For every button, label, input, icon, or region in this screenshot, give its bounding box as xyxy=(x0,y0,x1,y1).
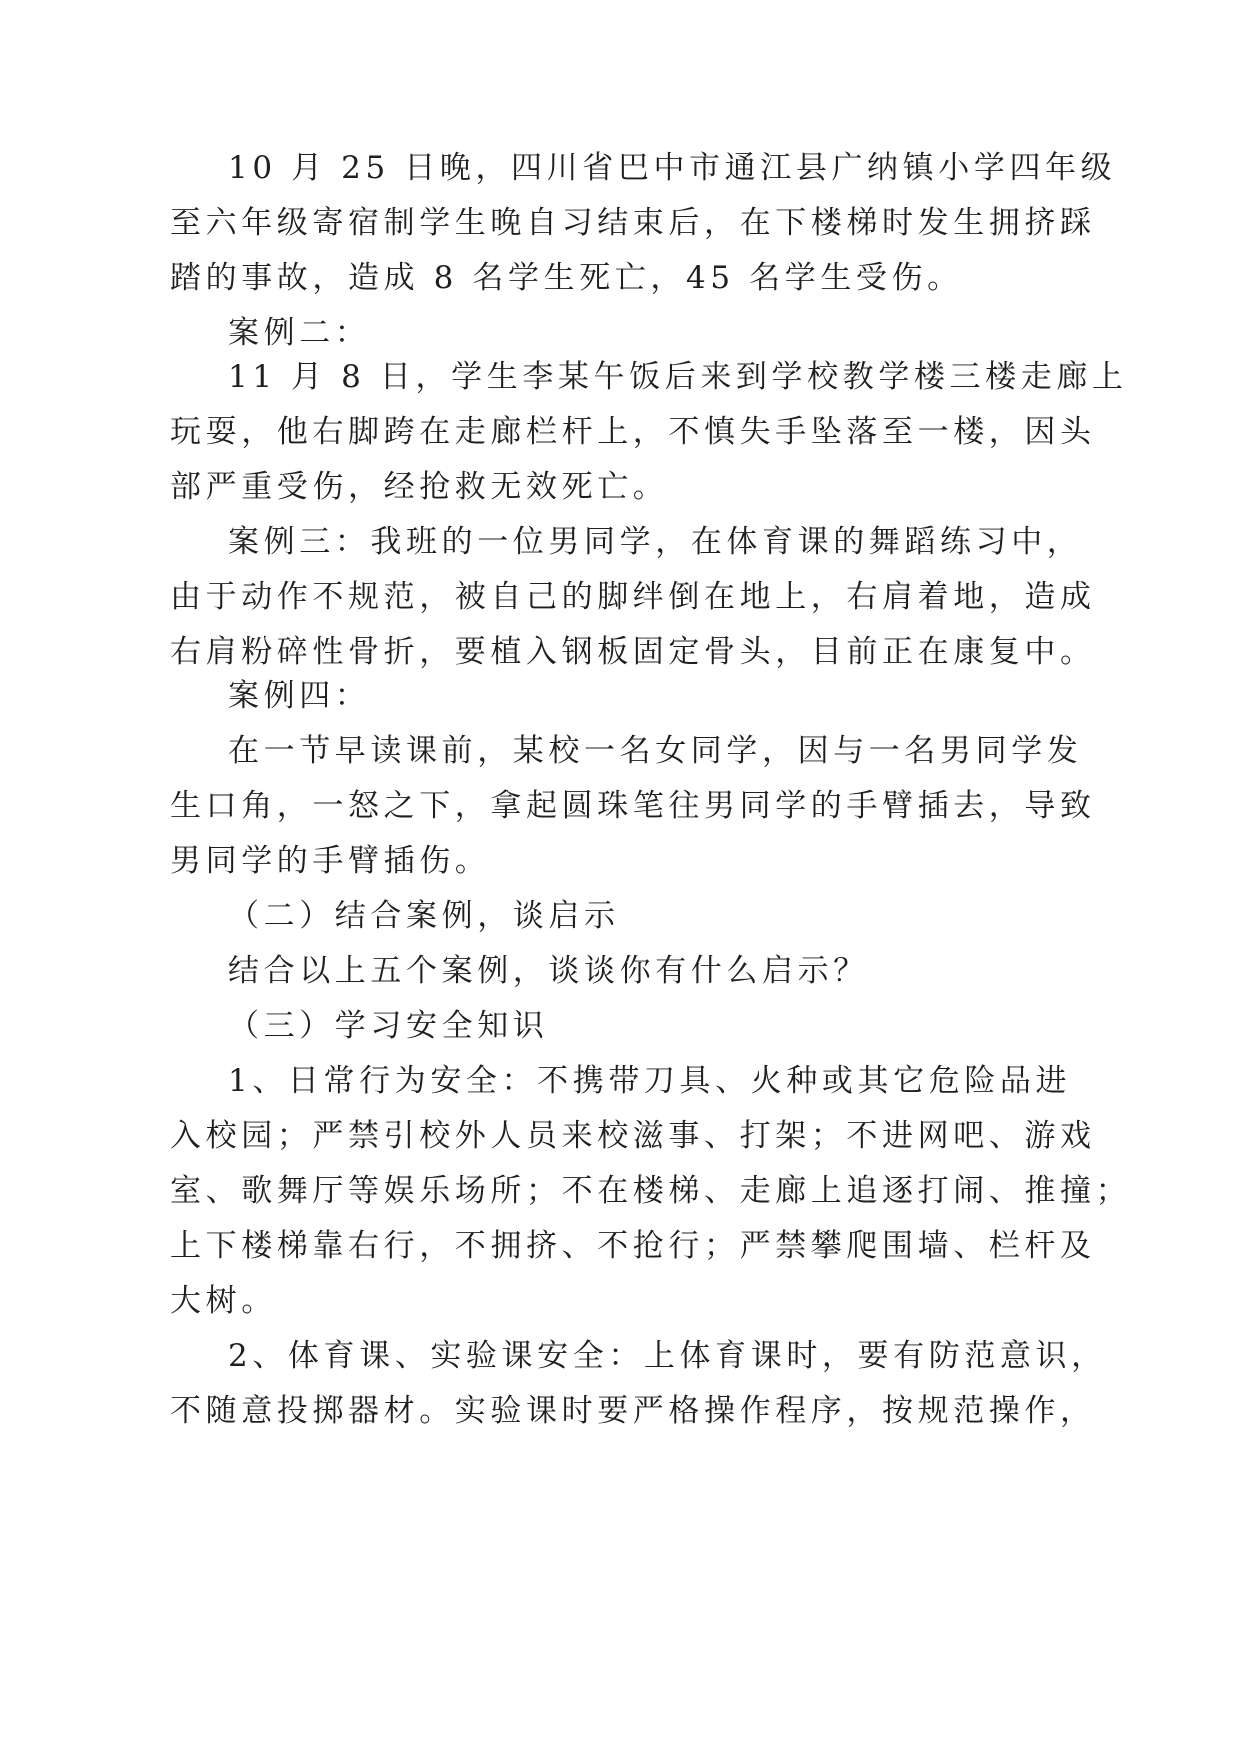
text-line: 1、日常行为安全：不携带刀具、火种或其它危险品进 xyxy=(228,1063,1072,1099)
text-line: 生口角，一怒之下，拿起圆珠笔往男同学的手臂插去，导致 xyxy=(170,788,1096,824)
text-line: 大树。 xyxy=(170,1283,277,1319)
text-line: 由于动作不规范，被自己的脚绊倒在地上，右肩着地，造成 xyxy=(170,579,1096,615)
text-line: 在一节早读课前，某校一名女同学，因与一名男同学发 xyxy=(228,733,1083,769)
text-line: 10 月 25 日晚，四川省巴中市通江县广纳镇小学四年级 xyxy=(228,150,1117,186)
text-line: 不随意投掷器材。实验课时要严格操作程序，按规范操作， xyxy=(170,1393,1096,1429)
text-line: 11 月 8 日，学生李某午饭后来到学校教学楼三楼走廊上 xyxy=(228,359,1128,395)
text-line: 案例二： xyxy=(228,315,371,351)
text-line: 案例四： xyxy=(228,678,371,714)
text-line: 结合以上五个案例，谈谈你有什么启示？ xyxy=(228,953,869,989)
text-line: 2、体育课、实验课安全：上体育课时，要有防范意识， xyxy=(228,1338,1107,1374)
text-line: 至六年级寄宿制学生晚自习结束后，在下楼梯时发生拥挤踩 xyxy=(170,205,1096,241)
text-line: 室、歌舞厅等娱乐场所；不在楼梯、走廊上追逐打闹、推撞； xyxy=(170,1173,1132,1209)
text-line: （二）结合案例，谈启示 xyxy=(228,898,620,934)
text-line: 案例三：我班的一位男同学，在体育课的舞蹈练习中， xyxy=(228,524,1083,560)
text-line: 男同学的手臂插伤。 xyxy=(170,843,491,879)
text-line: 玩耍，他右脚跨在走廊栏杆上，不慎失手坠落至一楼，因头 xyxy=(170,414,1096,450)
text-line: 上下楼梯靠右行，不拥挤、不抢行；严禁攀爬围墙、栏杆及 xyxy=(170,1228,1096,1264)
text-line: （三）学习安全知识 xyxy=(228,1008,549,1044)
text-line: 右肩粉碎性骨折，要植入钢板固定骨头，目前正在康复中。 xyxy=(170,634,1096,670)
text-line: 踏的事故，造成 8 名学生死亡，45 名学生受伤。 xyxy=(170,260,963,296)
text-line: 部严重受伤，经抢救无效死亡。 xyxy=(170,469,669,505)
text-line: 入校园；严禁引校外人员来校滋事、打架；不进网吧、游戏 xyxy=(170,1118,1096,1154)
